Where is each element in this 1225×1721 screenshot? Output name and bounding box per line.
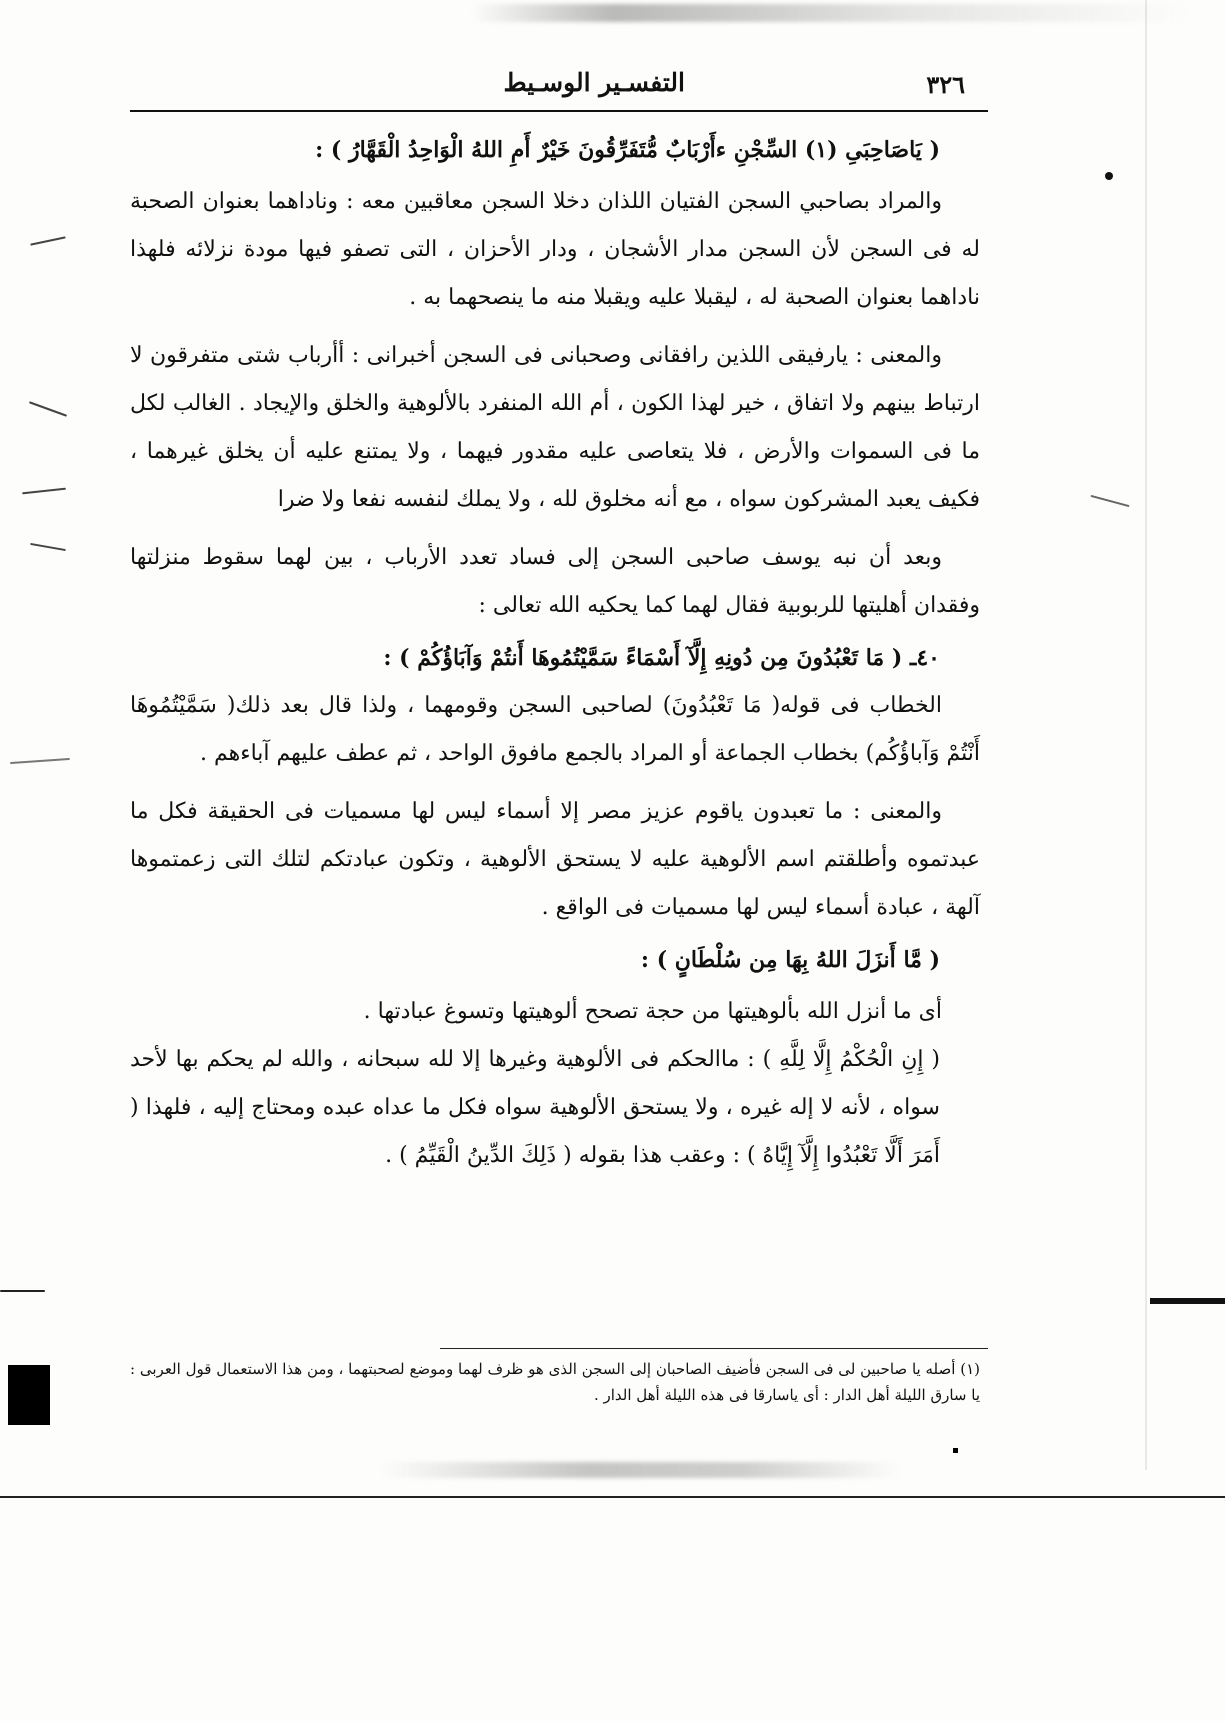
verse-heading: ( مَّا أَنزَلَ اللهُ بِهَا مِن سُلْطَانٍ ) :	[640, 947, 940, 973]
margin-scribble	[10, 758, 70, 764]
paragraph: والمعنى : ما تعبدون ياقوم عزيز مصر إلا أسماء ليس لها مسميات فى الحقيقة فكل ما عبدتموه وأطلقتم اسم الألوهية عليه لا يستحق الألوهية ، وتكون عبادتكم لتلك التى زعمتموها آلهة ، عبادة أسماء ليس لها مسميات فى الواقع .	[130, 799, 980, 920]
ink-dot	[953, 1448, 958, 1453]
margin-mark-right	[1150, 1298, 1225, 1304]
paragraph: الخطاب فى قوله( مَا تَعْبُدُونَ) لصاحبى السجن وقومهما ، ولذا قال بعد ذلك( سَمَّيْتُمُوهَا أَنْتُمْ وَآباؤُكُم) بخطاب الجماعة أو المراد بالجمع مافوق الواحد ، ثم عطف عليهم آباءهم .	[130, 693, 980, 766]
page-header	[130, 68, 985, 108]
paragraph: أى ما أنزل الله بألوهيتها من حجة تصحح ألوهيتها وتسوغ عبادتها .	[363, 999, 942, 1024]
margin-dot	[1105, 172, 1113, 180]
margin-scribble	[30, 236, 66, 245]
scan-artifact-bottom	[380, 1462, 900, 1478]
margin-scribble	[30, 543, 66, 551]
footnote: (١) أصله يا صاحبين لى فى السجن فأضيف الصاحبان إلى السجن الذى هو ظرف لهما وموضع لصحبتهما ، ومن هذا الاستعمال قول العربى : يا سارق الليلة أهل الدار : أى ياسارقا فى هذه الليلة أهل الدار .	[130, 1360, 980, 1404]
margin-scribble	[1090, 495, 1129, 507]
paragraph: ( إِنِ الْحُكْمُ إِلَّا لِلَّهِ ) : ماالحكم فى الألوهية وغيرها إلا لله سبحانه ، والله لم يحكم بها لأحد سواه ، لأنه لا إله غيره ، ولا يستحق الألوهية سواه فكل ما عداه عبده ومحتاج إليه ، فلهذا ( أَمَرَ أَلَّا تَعْبُدُوا إِلَّآ إِيَّاهُ ) : وعقب هذا بقوله ( ذَلِكَ الدِّينُ الْقَيِّمُ ) .	[130, 1047, 940, 1168]
paragraph: والمراد بصاحبي السجن الفتيان اللذان دخلا السجن معاقبين معه : وناداهما بعنوان الصحبة له فى السجن لأن السجن مدار الأشجان ، ودار الأحزان ، التى تصفو فيها مودة نزلائه فلهذا ناداهما بعنوان الصحبة له ، ليقبلا عليه ويقبلا منه ما ينصحهما به .	[130, 189, 980, 310]
paragraph: والمعنى : يارفيقى اللذين رافقانى وصحبانى فى السجن أخبرانى : أأرباب شتى متفرقون لا ارتباط بينهم ولا اتفاق ، خير لهذا الكون ، أم الله المنفرد بالألوهية والخلق والإيجاد . الغالب لكل ما فى السموات والأرض ، فلا يتعاصى عليه مقدور فيهما ، ولا يمتنع عليه أن يخلق غيرهما ، فكيف يعبد المشركون سواه ، مع أنه مخلوق لله ، ولا يملك لنفسه نفعا ولا ضرا	[130, 343, 980, 512]
page-edge	[1145, 0, 1147, 1470]
margin-scribble	[29, 401, 67, 417]
footnote-rule	[440, 1348, 988, 1349]
page-number: ٣٢٦	[926, 70, 965, 99]
verse-heading: ٤٠ـ ( مَا تَعْبُدُونَ مِن دُونِهِ إِلَّآ أَسْمَاءً سَمَّيْتُمُوهَا أَنتُمْ وَآبَاؤُكُمْ ) :	[383, 645, 940, 671]
running-title: التفسـير الوسـيط	[503, 68, 685, 97]
page-bottom-edge	[0, 1496, 1225, 1498]
header-rule	[130, 110, 988, 112]
margin-scribble	[0, 1290, 45, 1292]
body-text	[130, 126, 980, 1180]
margin-mark-left	[8, 1365, 50, 1425]
paragraph: وبعد أن نبه يوسف صاحبى السجن إلى فساد تعدد الأرباب ، بين لهما سقوط منزلتها وفقدان أهليتها للربوبية فقال لهما كما يحكيه الله تعالى :	[130, 545, 980, 618]
scan-artifact-top	[470, 4, 1190, 22]
verse-heading: ( يَاصَاحِبَىِ (١) السِّجْنِ ءأَرْبَابٌ مُّتَفَرِّقُونَ خَيْرٌ أَمِ اللهُ الْوَاحِدُ الْقَهَّارُ ) :	[315, 137, 940, 163]
margin-scribble	[22, 488, 66, 495]
